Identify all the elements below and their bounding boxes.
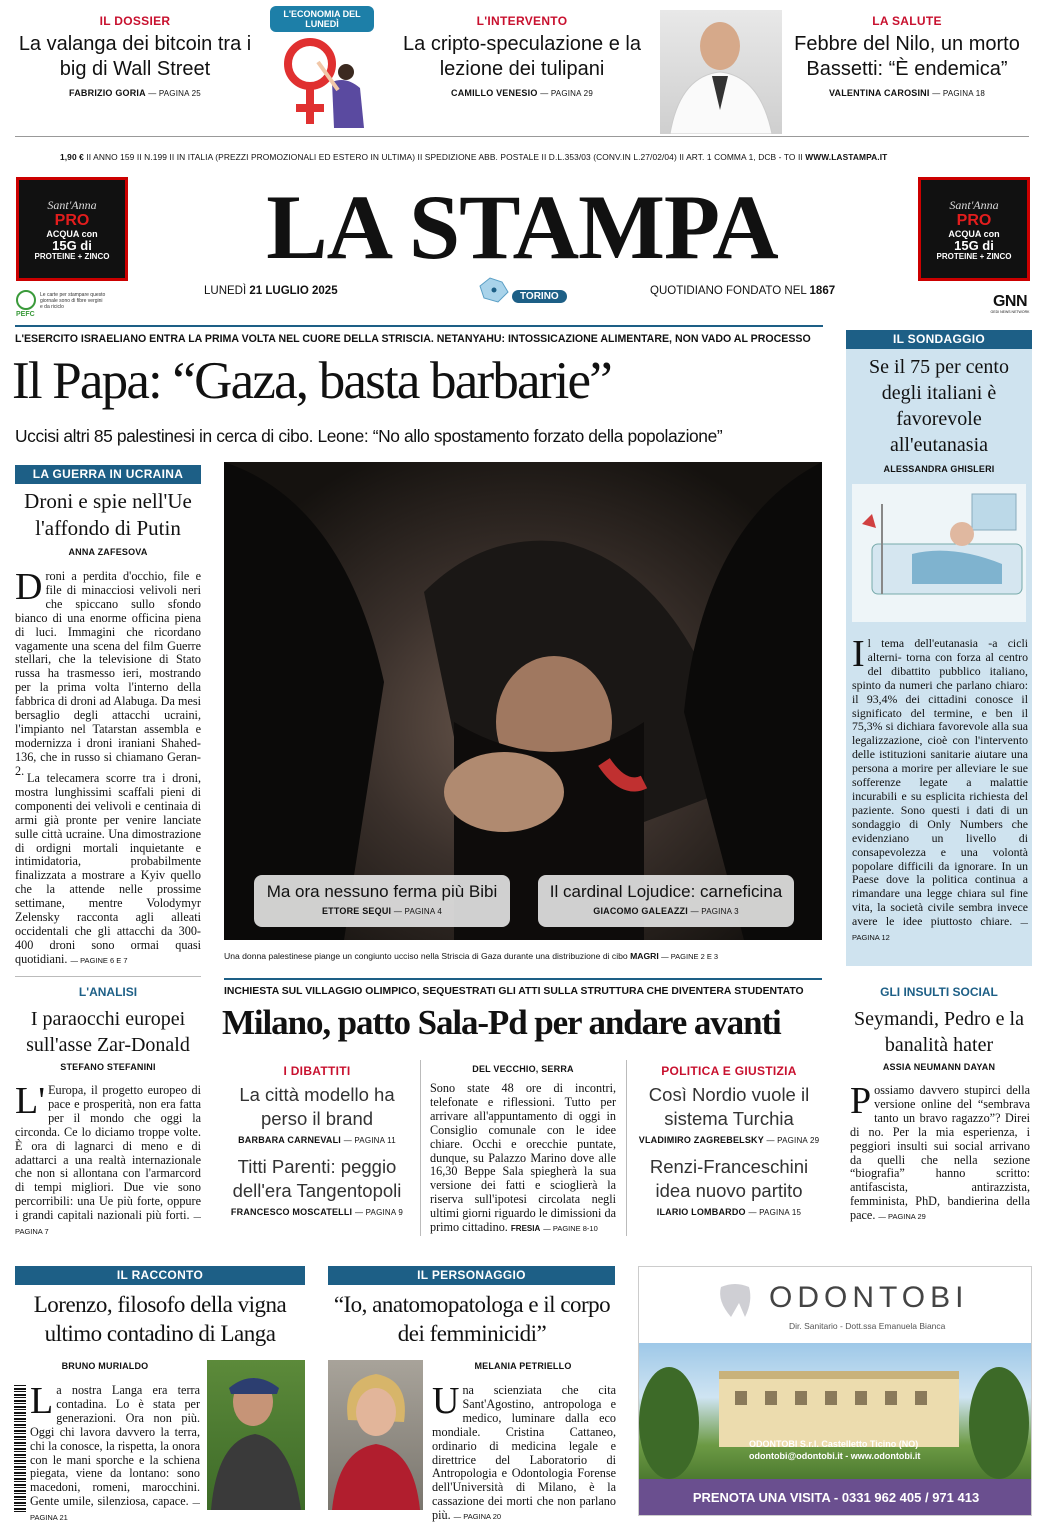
dibattiti-title-2[interactable]: Titti Parenti: peggio dell'era Tangentopoli [232, 1156, 402, 1201]
date-value: 21 LUGLIO 2025 [249, 285, 338, 297]
portrait-icon [660, 10, 782, 134]
box-page: — PAGINA 4 [393, 907, 443, 916]
personaggio-photo [328, 1360, 423, 1510]
info-text: II ANNO 159 II N.199 II IN ITALIA (PREZZI PROMOZIONALI ED ESTERO IN ULTIMA) II SPEDIZIONE ABB. POSTALE II D.L.353/03 (CONV.IN L.27/02/04) II ART. 1 COMMA 1, DCB - TO II [86, 152, 803, 162]
ad-line3: PROTEINE + ZINCO [936, 252, 1012, 261]
caption-text: Una donna palestinese piange un congiunto ucciso nella Striscia di Gaza durante una distribuzione di cibo [224, 951, 628, 961]
ad-product: PRO [956, 212, 992, 229]
ucraina-text-2-body: La telecamera scorre tra i droni, mostra lunghissimi scaffali pieni di componenti dei velivoli e centinaia di armi già pronte per venire lanciate sulle città ucraine. Una dimostrazione di ordigni mortali inquietante e intimidatoria, probabilmente finalizzata a mostrare a Kyiv quello che la attende nelle prossime settimane, mentre Volodymyr Zelensky racconta agli alleati occidentali che gli attacchi da 300-400 droni sono ormai quasi quotidiani. [15, 771, 201, 966]
founded-year: 1867 [809, 285, 836, 297]
intervento-kicker: L'INTERVENTO [476, 14, 568, 28]
politica-author-1: VLADIMIRO ZAGREBELSKY [638, 1135, 764, 1145]
insulti-title[interactable]: Seymandi, Pedro e la banalità hater [854, 1008, 1024, 1056]
sondaggio-title[interactable]: Se il 75 per cento degli italiani è favorevole all'eutanasia [869, 356, 1009, 456]
personaggio-title[interactable]: “Io, anatomopatologa e il corpo dei femminicidi” [333, 1292, 611, 1346]
sondaggio-page: — PAGINA 12 [852, 918, 1028, 943]
dossier-page: — PAGINA 25 [148, 89, 201, 98]
sondaggio-text [852, 633, 1028, 945]
dossier-teaser[interactable] [15, 14, 255, 98]
politica-title-1[interactable]: Così Nordio vuole il sistema Turchia [648, 1084, 810, 1129]
venus-symbol-icon [268, 32, 376, 132]
lead-headline[interactable]: Il Papa: “Gaza, basta barbarie” [12, 352, 611, 410]
lead-overline: L'ESERCITO ISRAELIANO ENTRA LA PRIMA VOLTA NEL CUORE DELLA STRISCIA. NETANYAHU: INTOSSICAZIONE ALIMENTARE, NON VADO AL PROCESSO [15, 333, 811, 345]
salute-page: — PAGINA 18 [932, 89, 986, 98]
milano-headline[interactable]: Milano, patto Sala-Pd per andare avanti [222, 1003, 781, 1042]
masthead-title[interactable]: LA STAMPA [266, 176, 778, 278]
insulti-kicker: GLI INSULTI SOCIAL [880, 985, 998, 999]
date-prefix: LUNEDÌ [204, 285, 247, 297]
ad-line3: PROTEINE + ZINCO [34, 252, 110, 261]
dibattiti-kicker: I DIBATTITI [283, 1064, 351, 1078]
ucraina-text-2 [15, 772, 201, 968]
odontobi-cta[interactable]: PRENOTA UNA VISITA - 0331 962 405 / 971 413 [639, 1479, 1032, 1516]
founded-line [650, 285, 835, 297]
milano-center-byline: DEL VECCHIO, SERRA [472, 1064, 574, 1074]
milano-overline: INCHIESTA SUL VILLAGGIO OLIMPICO, SEQUESTRATI GLI ATTI SULLA STRUTTURA CHE DIVENTERÀ STUDENTATO [224, 986, 804, 997]
personaggio-page: — PAGINA 20 [453, 1512, 502, 1522]
ad-santanna-left[interactable] [16, 177, 128, 281]
personaggio-author: MELANIA PETRIELLO [474, 1361, 572, 1371]
politica-title-2[interactable]: Renzi-Franceschini idea nuovo partito [649, 1156, 809, 1201]
ucraina-author: ANNA ZAFESOVA [68, 547, 148, 557]
dibattiti-block [224, 1064, 410, 1217]
top-divider [15, 136, 1029, 137]
racconto-photo [207, 1360, 305, 1510]
odontobi-company: ODONTOBI S.r.l. Castelletto Ticino (NO) [749, 1439, 919, 1449]
mourning-photo-icon [224, 462, 822, 940]
box-title: Ma ora nessuno ferma più Bibi [266, 882, 498, 901]
intervento-title: La cripto-speculazione e la lezione dei tulipani [403, 33, 641, 80]
ucraina-bar: LA GUERRA IN UCRAINA [15, 465, 201, 484]
insulti-author: ASSIA NEUMANN DAYAN [882, 1062, 996, 1072]
odontobi-brand: ODONTOBI [769, 1281, 969, 1314]
caption-page: — PAGINE 2 E 3 [661, 952, 719, 961]
milano-top-rule [224, 978, 822, 980]
gnn-logo [988, 294, 1032, 314]
map-region-icon [474, 276, 510, 304]
gnn-sub: GEDI NEWS NETWORK [990, 310, 1030, 314]
economia-badge: L'ECONOMIA DEL LUNEDÌ [270, 6, 374, 32]
insulti-text [850, 1080, 1030, 1224]
salute-teaser[interactable] [782, 14, 1032, 98]
dibattiti-page-1: — PAGINA 11 [343, 1136, 396, 1145]
dibattiti-title-1[interactable]: La città modello ha perso il brand [239, 1084, 395, 1129]
lead-caption [224, 951, 822, 961]
tooth-icon [715, 1281, 755, 1321]
politica-page-1: — PAGINA 29 [766, 1136, 820, 1145]
intervento-author: CAMILLO VENESIO [451, 88, 538, 98]
masthead-date [204, 285, 338, 297]
insulti-page: — PAGINA 29 [878, 1212, 926, 1222]
analisi-title[interactable]: I paraocchi europei sull'asse Zar-Donald [26, 1008, 190, 1056]
price: 1,90 € [60, 152, 84, 162]
ad-product: PRO [54, 212, 90, 229]
pefc-logo [16, 290, 106, 320]
ad-santanna-right[interactable] [918, 177, 1030, 281]
dibattiti-author-2: FRANCESCO MOSCATELLI [230, 1207, 353, 1217]
ad-line1: ACQUA con [948, 229, 1000, 239]
caption-credit: MAGRI [630, 951, 659, 961]
politica-kicker: POLITICA E GIUSTIZIA [661, 1064, 797, 1078]
racconto-author: BRUNO MURIALDO [61, 1361, 149, 1371]
pefc-label: PEFC [16, 311, 35, 318]
politica-page-2: — PAGINA 15 [748, 1208, 802, 1217]
farmer-portrait-icon [207, 1360, 305, 1510]
personaggio-text [432, 1380, 616, 1524]
milano-center-text [430, 1082, 616, 1236]
ucraina-page: — PAGINE 6 E 7 [70, 955, 128, 965]
insulti-text-body: Possiamo davvero stupirci della versione online del “sembrava tanto un bravo ragazzo”? Direi di no. Per la mia esperienza, i peggiori insulti sui social arrivano da quelli che nella sezione “biografia” hanno scritto: antifascista, antirazzista, femminista, PhD, bandierina della pace. [850, 1080, 1030, 1223]
sondaggio-bar: IL SONDAGGIO [846, 330, 1032, 349]
salute-author: VALENTINA CAROSINI [828, 88, 930, 98]
hospital-bed-icon [852, 484, 1026, 622]
sondaggio-author: ALESSANDRA GHISLERI [883, 464, 995, 474]
ucraina-text-1: Droni a perdita d'occhio, file e file di minacciosi velivoli neri che spiccano sullo sfondo bianco di una enorme officina piena di luci. Immagini che ricordano vagamente una scena del film Guerre stellari, che la televisione di Stato russa ha trasmesso ieri, mostrando per la prima volta l'interno della fabbrica di droni ad Alabuga. Da mesi bersaglio degli attacchi ucraini, l'impianto nel Tatarstan assembla e modernizza i droni iraniani Shahed-136, che in russo si chiamano Geran-2. [15, 566, 201, 778]
racconto-page: — PAGINA 21 [30, 1498, 200, 1523]
lead-photo [224, 462, 822, 940]
salute-title: Febbre del Nilo, un morto Bassetti: “È endemica” [794, 33, 1020, 80]
intervento-page: — PAGINA 29 [540, 89, 593, 98]
dibattiti-author-1: BARBARA CARNEVALI [238, 1135, 342, 1145]
box-page: — PAGINA 3 [690, 907, 739, 916]
personaggio-bar: IL PERSONAGGIO [328, 1266, 615, 1285]
barcode [14, 1385, 26, 1513]
milano-credit: FRESIA [510, 1224, 541, 1234]
racconto-bar: IL RACCONTO [15, 1266, 305, 1285]
lead-box-lojudice[interactable] [538, 875, 794, 927]
box-author: GIACOMO GALEAZZI [593, 906, 688, 916]
lead-box-bibi[interactable] [254, 875, 510, 927]
analisi-rule [15, 976, 201, 977]
ucraina-title[interactable]: Droni e spie nell'Ue l'affondo di Putin [24, 489, 192, 540]
personaggio-text-body: Una scienziata che cita Sant'Agostino, antropologa e medico, luminare dalla eco mondiale. Cristina Cattaneo, ordinario di medicina legale e direttrice del Laboratorio di Antropologia e Odontologia Forense dell'Università di Milano, è la cassazione dei morti che non parlano più. [432, 1380, 616, 1523]
ad-brand: Sant'Anna [47, 198, 97, 212]
city-badge [474, 276, 574, 304]
dossier-title: La valanga dei bitcoin tra i big di Wall Street [18, 33, 252, 80]
gnn-label: GNN [992, 293, 1028, 310]
ad-brand: Sant'Anna [949, 198, 999, 212]
lead-subheadline: Uccisi altri 85 palestinesi in cerca di cibo. Leone: “No allo spostamento forzato della popolazione” [15, 426, 723, 446]
sondaggio-text-body: Il tema dell'eutanasia -a cicli alterni- torna con forza al centro del dibattito pubblico italiano, spinto da numeri che parlano chiaro: il 93,4% dei cittadini conosce il significato del termine, e ben il 75,3% si dichiara favorevole alla sua legalizzazione, cioè con l'intervento delle istituzioni sanitarie aiutare una persona a morire per alleviare le sue sofferenze legate a malattie incurabili e su esplicita richiesta del paziente. Sono questi i dati di un sondaggio di Only Numbers che evidenziano un livello di consapevolezza e una volontà popolare difficili da ignorare. In un Paese dove la politica continua a rimandare una legge chiara sul fine vita, la società civile sembra invece avere le idee piuttosto chiare. [852, 633, 1028, 929]
city-name: TORINO [512, 290, 567, 303]
odontobi-contacts: odontobi@odontobi.it - www.odontobi.it [749, 1451, 921, 1461]
intervento-teaser[interactable] [382, 14, 662, 98]
lead-top-rule [15, 325, 823, 327]
politica-author-2: ILARIO LOMBARDO [656, 1207, 746, 1217]
salute-kicker: LA SALUTE [872, 14, 942, 28]
politica-block [636, 1064, 822, 1217]
ad-line2: 15G di [954, 238, 994, 253]
box-author: ETTORE SEQUI [321, 906, 392, 916]
milano-text-body: Sono state 48 ore di incontri, telefonate e riflessioni. Tutto per arrivare all'appuntamento di oggi in Consiglio comunale con le idee chiare. Occhi e orecchie puntate, dunque, su Palazzo Marino dove alle 16,30 Beppe Sala spiegherà la sua versione dei fatti e scioglierà la riserva sull'ipotesi circolata negli ultimi giorni riguardo le dimissioni da primo cittadino. [430, 1081, 616, 1235]
pefc-text: Le carte per stampare questo giornale sono di fibre vergini e da riciclo [40, 292, 106, 310]
bassetti-photo [660, 10, 782, 134]
sondaggio-illustration [852, 484, 1026, 622]
scientist-portrait-icon [328, 1360, 423, 1510]
dossier-author: FABRIZIO GORIA [69, 88, 146, 98]
ad-line2: 15G di [52, 238, 92, 253]
milano-col-divider-1 [420, 1060, 421, 1236]
analisi-page: — PAGINA 7 [15, 1212, 201, 1237]
milano-page: — PAGINE 8-10 [543, 1224, 598, 1234]
dibattiti-page-2: — PAGINA 9 [354, 1208, 404, 1217]
odontobi-sub: Dir. Sanitario - Dott.ssa Emanuela Bianca [789, 1321, 946, 1331]
box-title: Il cardinal Lojudice: carneficina [549, 882, 783, 901]
milano-col-divider-2 [626, 1060, 627, 1236]
dossier-kicker: IL DOSSIER [99, 14, 171, 28]
racconto-title[interactable]: Lorenzo, filosofo della vigna ultimo contadino di Langa [33, 1292, 287, 1346]
ad-odontobi[interactable] [638, 1266, 1032, 1516]
site-url: WWW.LASTAMPA.IT [805, 152, 888, 162]
economia-illustration [268, 4, 376, 132]
analisi-author: STEFANO STEFANINI [60, 1062, 156, 1072]
analisi-kicker: L'ANALISI [78, 985, 138, 999]
racconto-text-body: La nostra Langa era terra contadina. Lo è stata per generazioni. Ora non più. Oggi chi lavora davvero la terra, chi la conosce, la rispetta, la onora con le mani sporche e la schiena piegata, viene da lontano: sono macedoni, romeni, marocchini. Gente umile, silenziosa, capace. [30, 1380, 200, 1509]
analisi-text [15, 1080, 201, 1239]
ad-line1: ACQUA con [46, 229, 98, 239]
racconto-text [30, 1380, 200, 1525]
info-line [60, 152, 990, 162]
founded-prefix: QUOTIDIANO FONDATO NEL [650, 285, 807, 297]
analisi-text-body: L'Europa, il progetto europeo di pace e prosperità, non era fatta per il mondo che oggi la circonda. Ce lo diciamo troppe volte. È ora di lagnarci di meno e di adattarci a una realtà internazionale che non si allontana con l'armarcord di tempi migliori. Due vie sono percorribili: una Ue più forte, oppure i grandi capitali nazionali più forti. [15, 1080, 201, 1223]
